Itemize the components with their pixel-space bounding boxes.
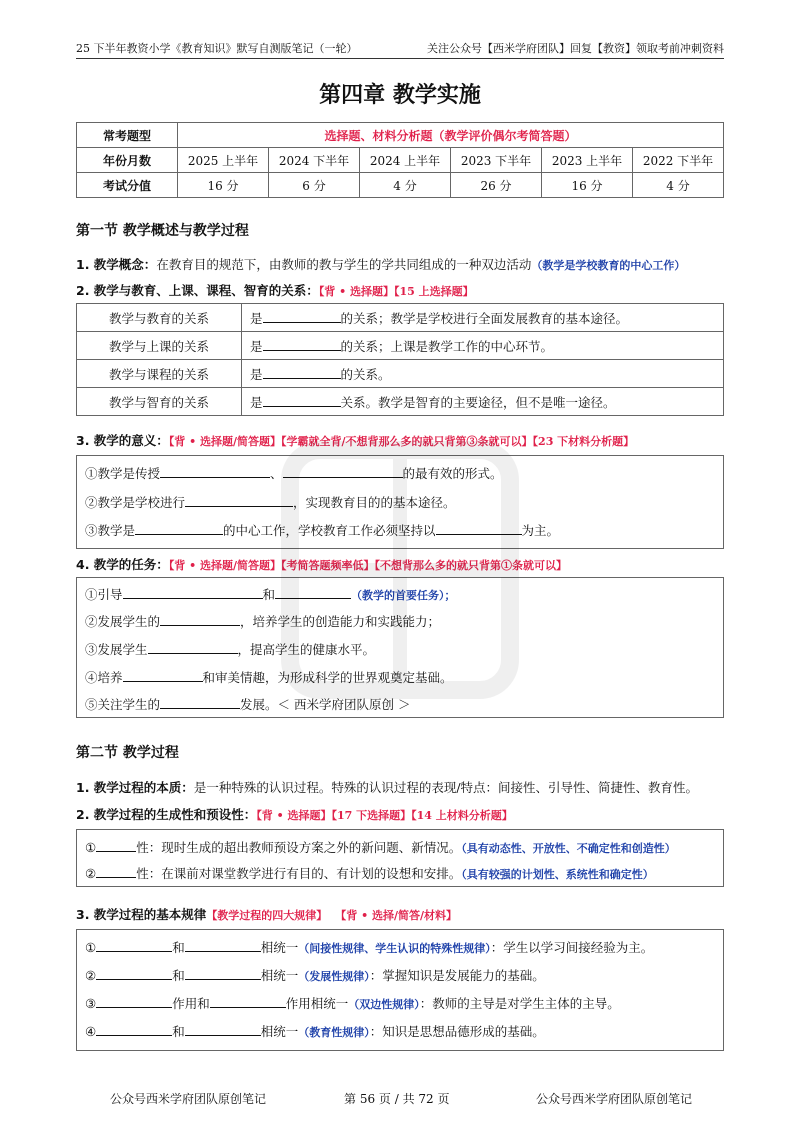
relation-suffix: 的关系；上课是教学工作的中心环节。	[340, 338, 554, 354]
fill-blank[interactable]	[185, 494, 293, 507]
generation-row	[85, 864, 654, 882]
year-cell: 2024 上半年	[360, 148, 451, 173]
score-cell: 16 分	[542, 173, 633, 198]
fill-blank[interactable]	[96, 995, 172, 1008]
generation-row	[85, 838, 676, 856]
fill-blank[interactable]	[160, 613, 240, 626]
meaning-row	[85, 464, 503, 482]
relation-key: 教学与智育的关系	[77, 388, 242, 416]
task-text: ⑤关注学生的	[85, 697, 161, 712]
law-text: ：掌握知识是发展能力的基础。	[369, 968, 545, 983]
law-text: 作用相统一	[285, 996, 349, 1011]
fill-blank[interactable]	[283, 465, 403, 478]
relation-value	[242, 360, 724, 388]
law-text: 和	[172, 940, 185, 955]
law-row	[85, 938, 653, 956]
year-cell: 2024 下半年	[269, 148, 360, 173]
gen-note: （具有动态性、开放性、不确定性和创造性）	[461, 842, 676, 855]
relation-value	[242, 304, 724, 332]
relation-suffix: 的关系；教学是学校进行全面发展教育的基本途径。	[340, 310, 629, 326]
item-tags: 【背 • 选择题】【17 下选择题】【14 上材料分析题】	[256, 809, 513, 822]
fill-blank[interactable]	[160, 465, 270, 478]
meaning-text: ，实现教育目的的基本途径。	[293, 495, 456, 510]
teaching-meaning-heading	[76, 431, 736, 449]
fill-blank[interactable]	[185, 967, 261, 980]
relation-prefix: 是	[250, 366, 263, 382]
table-row	[77, 304, 724, 332]
law-text: ：教师的主导是对学生主体的主导。	[419, 996, 620, 1011]
table-row	[77, 388, 724, 416]
item-label: 1. 教学过程的本质：	[76, 780, 194, 795]
relation-suffix: 的关系。	[340, 366, 391, 382]
tasks-box	[76, 577, 724, 718]
score-cell: 26 分	[451, 173, 542, 198]
fill-blank[interactable]	[123, 586, 263, 599]
score-cell: 6 分	[269, 173, 360, 198]
fill-blank[interactable]	[96, 865, 136, 878]
question-type-value: 选择题、材料分析题（教学评价偶尔考简答题）	[178, 123, 724, 148]
fill-blank[interactable]	[96, 967, 172, 980]
relation-prefix: 是	[250, 394, 263, 410]
item-tags: 【背 • 选择题/简答题】【学霸就全背/不想背那么多的就只背第③条就可以】【23 下材料分析题】	[168, 435, 635, 448]
item-label: 3. 教学过程的基本规律	[76, 907, 207, 922]
meaning-text: 的中心工作，学校教育工作必须坚持以	[223, 523, 436, 538]
relation-prefix: 是	[250, 338, 263, 354]
item-text: 是一种特殊的认识过程。特殊的认识过程的表现/特点：间接性、引导性、简捷性、教育性。	[193, 780, 699, 795]
teaching-concept	[76, 255, 736, 273]
table-row	[77, 332, 724, 360]
law-text: 作用和	[172, 996, 210, 1011]
task-text: ，培养学生的创造能力和实践能力；	[240, 614, 441, 629]
year-cell: 2023 上半年	[542, 148, 633, 173]
task-row	[85, 640, 375, 658]
fill-blank[interactable]	[263, 338, 341, 351]
law-note: （双边性规律）	[348, 998, 420, 1011]
relation-prefix: 是	[250, 310, 263, 326]
item-label: 4. 教学的任务：	[76, 557, 169, 572]
task-text: 和	[262, 587, 276, 602]
footer-right: 公众号西米学府团队原创笔记	[536, 1092, 693, 1106]
exam-info-table	[76, 122, 724, 198]
meaning-text: ③教学是	[85, 523, 136, 538]
item-note: （教学是学校教育的中心工作）	[531, 259, 686, 272]
law-text: ：学生以学习间接经验为主。	[490, 940, 654, 955]
fill-blank[interactable]	[210, 995, 286, 1008]
year-cell: 2023 下半年	[451, 148, 542, 173]
header-right: 关注公众号【西米学府团队】回复【教资】领取考前冲刺资料	[427, 42, 724, 55]
fill-blank[interactable]	[160, 696, 240, 709]
task-row	[85, 585, 456, 603]
law-text: ①	[85, 940, 97, 955]
relation-value	[242, 332, 724, 360]
meaning-text: ①教学是传授	[85, 466, 161, 481]
law-row	[85, 994, 620, 1012]
year-cell: 2025 上半年	[178, 148, 269, 173]
item-label: 1. 教学概念：	[76, 257, 157, 272]
fill-blank[interactable]	[436, 522, 522, 535]
generation-box	[76, 829, 724, 887]
law-note: （发展性规律）	[298, 970, 370, 983]
item-label: 3. 教学的意义：	[76, 433, 169, 448]
task-text: ①引导	[85, 587, 123, 602]
law-row	[85, 1022, 545, 1040]
section2-title: 第二节 教学过程	[76, 745, 179, 761]
fill-blank[interactable]	[263, 366, 341, 379]
footer-left: 公众号西米学府团队原创笔记	[110, 1092, 267, 1106]
meaning-text: ②教学是学校进行	[85, 495, 186, 510]
law-text: ：知识是思想品德形成的基础。	[369, 1024, 545, 1039]
law-text: ②	[85, 968, 97, 983]
gen-text: 性：现时生成的超出教师预设方案之外的新问题、新情况。	[136, 840, 462, 855]
fill-blank[interactable]	[263, 310, 341, 323]
task-text: 发展。＜ 西米学府团队原创 ＞	[240, 697, 411, 712]
item-label: 2. 教学与教育、上课、课程、智育的关系：	[76, 283, 319, 298]
gen-text: ①	[85, 840, 97, 855]
relation-value	[242, 388, 724, 416]
meaning-text: 的最有效的形式。	[402, 466, 503, 481]
laws-box	[76, 929, 724, 1051]
relation-suffix: 关系。教学是智育的主要途径，但不是唯一途径。	[340, 394, 616, 410]
process-generation-heading	[76, 805, 736, 823]
law-note: （教育性规律）	[298, 1026, 370, 1039]
relation-key: 教学与上课的关系	[77, 332, 242, 360]
question-type-label: 常考题型	[77, 123, 178, 148]
law-text: 和	[172, 1024, 185, 1039]
fill-blank[interactable]	[185, 939, 261, 952]
teaching-tasks-heading	[76, 555, 736, 573]
task-text: 和审美情趣，为形成科学的世界观奠定基础。	[202, 670, 453, 685]
relations-table	[76, 303, 724, 416]
fill-blank[interactable]	[185, 1023, 261, 1036]
item-text: 在教育目的规范下，由教师的教与学生的学共同组成的一种双边活动	[156, 257, 532, 272]
task-row	[85, 612, 440, 630]
law-text: 和	[172, 968, 185, 983]
item-tag: 【教学过程的四大规律】	[206, 909, 328, 922]
gen-note: （具有较强的计划性、系统性和确定性）	[461, 868, 654, 881]
meaning-text: 、	[270, 466, 283, 481]
score-cell: 4 分	[633, 173, 724, 198]
relation-key: 教学与课程的关系	[77, 360, 242, 388]
score-cell: 16 分	[178, 173, 269, 198]
fill-blank[interactable]	[96, 839, 136, 852]
meaning-row	[85, 521, 559, 539]
meaning-text: 为主。	[521, 523, 560, 538]
section1-title: 第一节 教学概述与教学过程	[76, 223, 249, 239]
task-text: ②发展学生的	[85, 614, 161, 629]
gen-text: 性：在课前对课堂教学进行有目的、有计划的设想和安排。	[136, 866, 462, 881]
task-text: ④培养	[85, 670, 123, 685]
task-text: ，提高学生的健康水平。	[237, 642, 376, 657]
gen-text: ②	[85, 866, 97, 881]
year-label: 年份月数	[77, 148, 178, 173]
law-text: 相统一	[260, 1024, 299, 1039]
fill-blank[interactable]	[96, 939, 172, 952]
item-tags: 【背 • 选择题】【15 上选择题】	[318, 285, 474, 298]
page-header	[76, 36, 724, 59]
fill-blank[interactable]	[135, 522, 223, 535]
score-label: 考试分值	[77, 173, 178, 198]
law-note: （间接性规律、学生认识的特殊性规律）	[298, 942, 491, 955]
page-number: 第 56 页 / 共 72 页	[344, 1092, 450, 1106]
item-tag: 【背 • 选择/简答/材料】	[335, 909, 457, 922]
chapter-title: 第四章 教学实施	[319, 83, 481, 108]
law-text: ③	[85, 996, 97, 1011]
fill-blank[interactable]	[123, 669, 203, 682]
law-text: 相统一	[260, 940, 299, 955]
meaning-row	[85, 493, 456, 511]
law-text: ④	[85, 1024, 97, 1039]
fill-blank[interactable]	[148, 641, 238, 654]
table-row	[77, 360, 724, 388]
meaning-box	[76, 455, 724, 549]
process-laws-heading	[76, 905, 736, 923]
fill-blank[interactable]	[275, 586, 351, 599]
task-text: ③发展学生	[85, 642, 148, 657]
fill-blank[interactable]	[263, 394, 341, 407]
fill-blank[interactable]	[96, 1023, 172, 1036]
task-note: （教学的首要任务）；	[351, 589, 456, 602]
year-cell: 2022 下半年	[633, 148, 724, 173]
teaching-relations-heading	[76, 281, 736, 299]
item-tags: 【背 • 选择题/简答题】【考简答题频率低】【不想背那么多的就只背第①条就可以】	[168, 559, 568, 572]
law-row	[85, 966, 545, 984]
process-essence	[76, 778, 736, 796]
task-row	[85, 668, 453, 686]
relation-key: 教学与教育的关系	[77, 304, 242, 332]
score-cell: 4 分	[360, 173, 451, 198]
item-label: 2. 教学过程的生成性和预设性：	[76, 807, 257, 822]
header-left: 25 下半年教资小学《教育知识》默写自测版笔记（一轮）	[76, 42, 358, 55]
task-row	[85, 695, 410, 713]
law-text: 相统一	[260, 968, 299, 983]
